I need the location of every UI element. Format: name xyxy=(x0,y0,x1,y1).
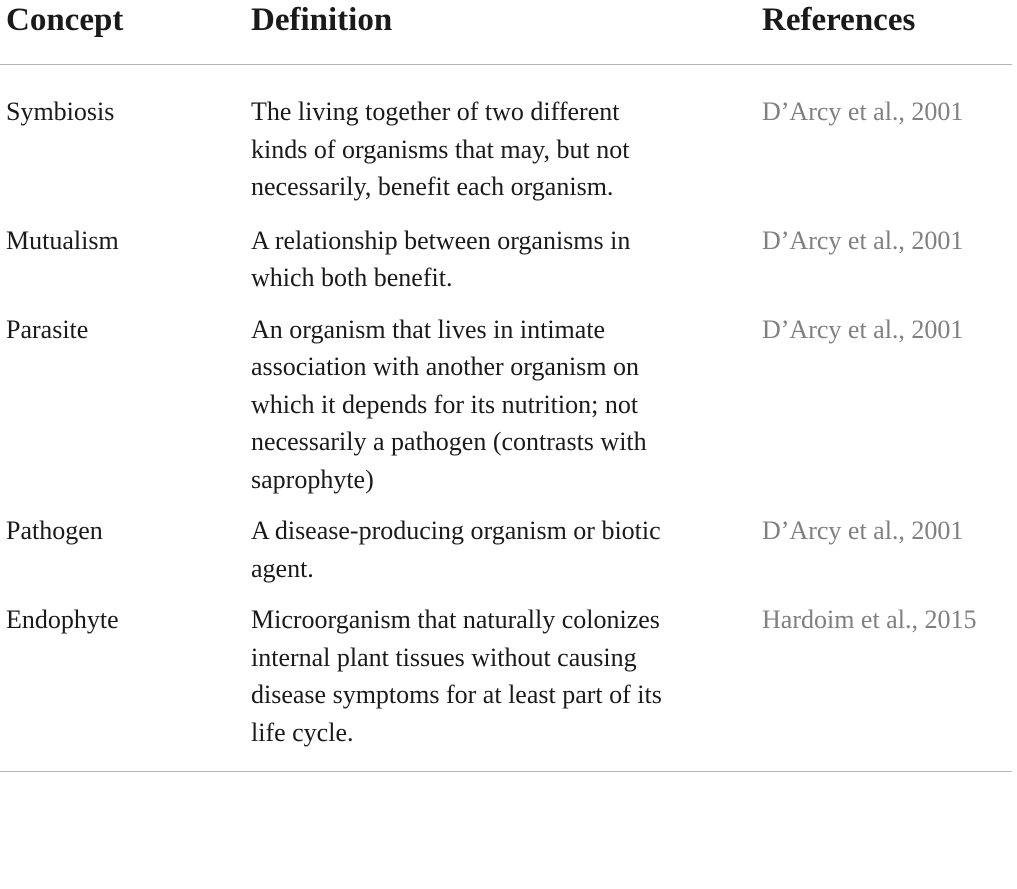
table-row xyxy=(0,311,1012,513)
definition-cell: An organism that lives in intimate association with another organism on which it depends for its nutrition; not necessarily a pathogen (contrasts with saprophyte) xyxy=(251,314,647,494)
header-definition: Definition xyxy=(251,0,762,65)
header-row xyxy=(0,0,1012,65)
reference-cell: D’Arcy et al., 2001 xyxy=(762,516,964,545)
table-row xyxy=(0,601,1012,772)
definition-cell: The living together of two different kinds of organisms that may, but not necessarily, benefit each organism. xyxy=(251,97,630,201)
table-row xyxy=(0,512,1012,601)
concept-cell: Pathogen xyxy=(6,516,103,545)
concept-cell: Symbiosis xyxy=(6,97,115,126)
reference-cell: D’Arcy et al., 2001 xyxy=(762,314,964,344)
table-header xyxy=(0,0,1012,65)
table-body xyxy=(0,65,1012,772)
definition-cell: A relationship between organisms in which both benefit. xyxy=(251,225,631,292)
concept-cell: Endophyte xyxy=(0,601,251,772)
header-references: References xyxy=(762,0,1012,65)
concept-cell: Mutualism xyxy=(6,225,119,255)
reference-cell: D’Arcy et al., 2001 xyxy=(762,225,964,255)
concept-cell: Parasite xyxy=(6,314,89,344)
reference-cell: D’Arcy et al., 2001 xyxy=(762,97,964,126)
reference-cell: Hardoim et al., 2015 xyxy=(762,601,1012,772)
table-row xyxy=(0,222,1012,311)
table-row xyxy=(0,65,1012,222)
header-concept: Concept xyxy=(0,0,251,65)
definition-cell: Microorganism that naturally colonizes internal plant tissues without causing disease symptoms for at least part of its life cycle. xyxy=(251,601,762,772)
definition-cell: A disease-producing organism or biotic agent. xyxy=(251,516,661,583)
